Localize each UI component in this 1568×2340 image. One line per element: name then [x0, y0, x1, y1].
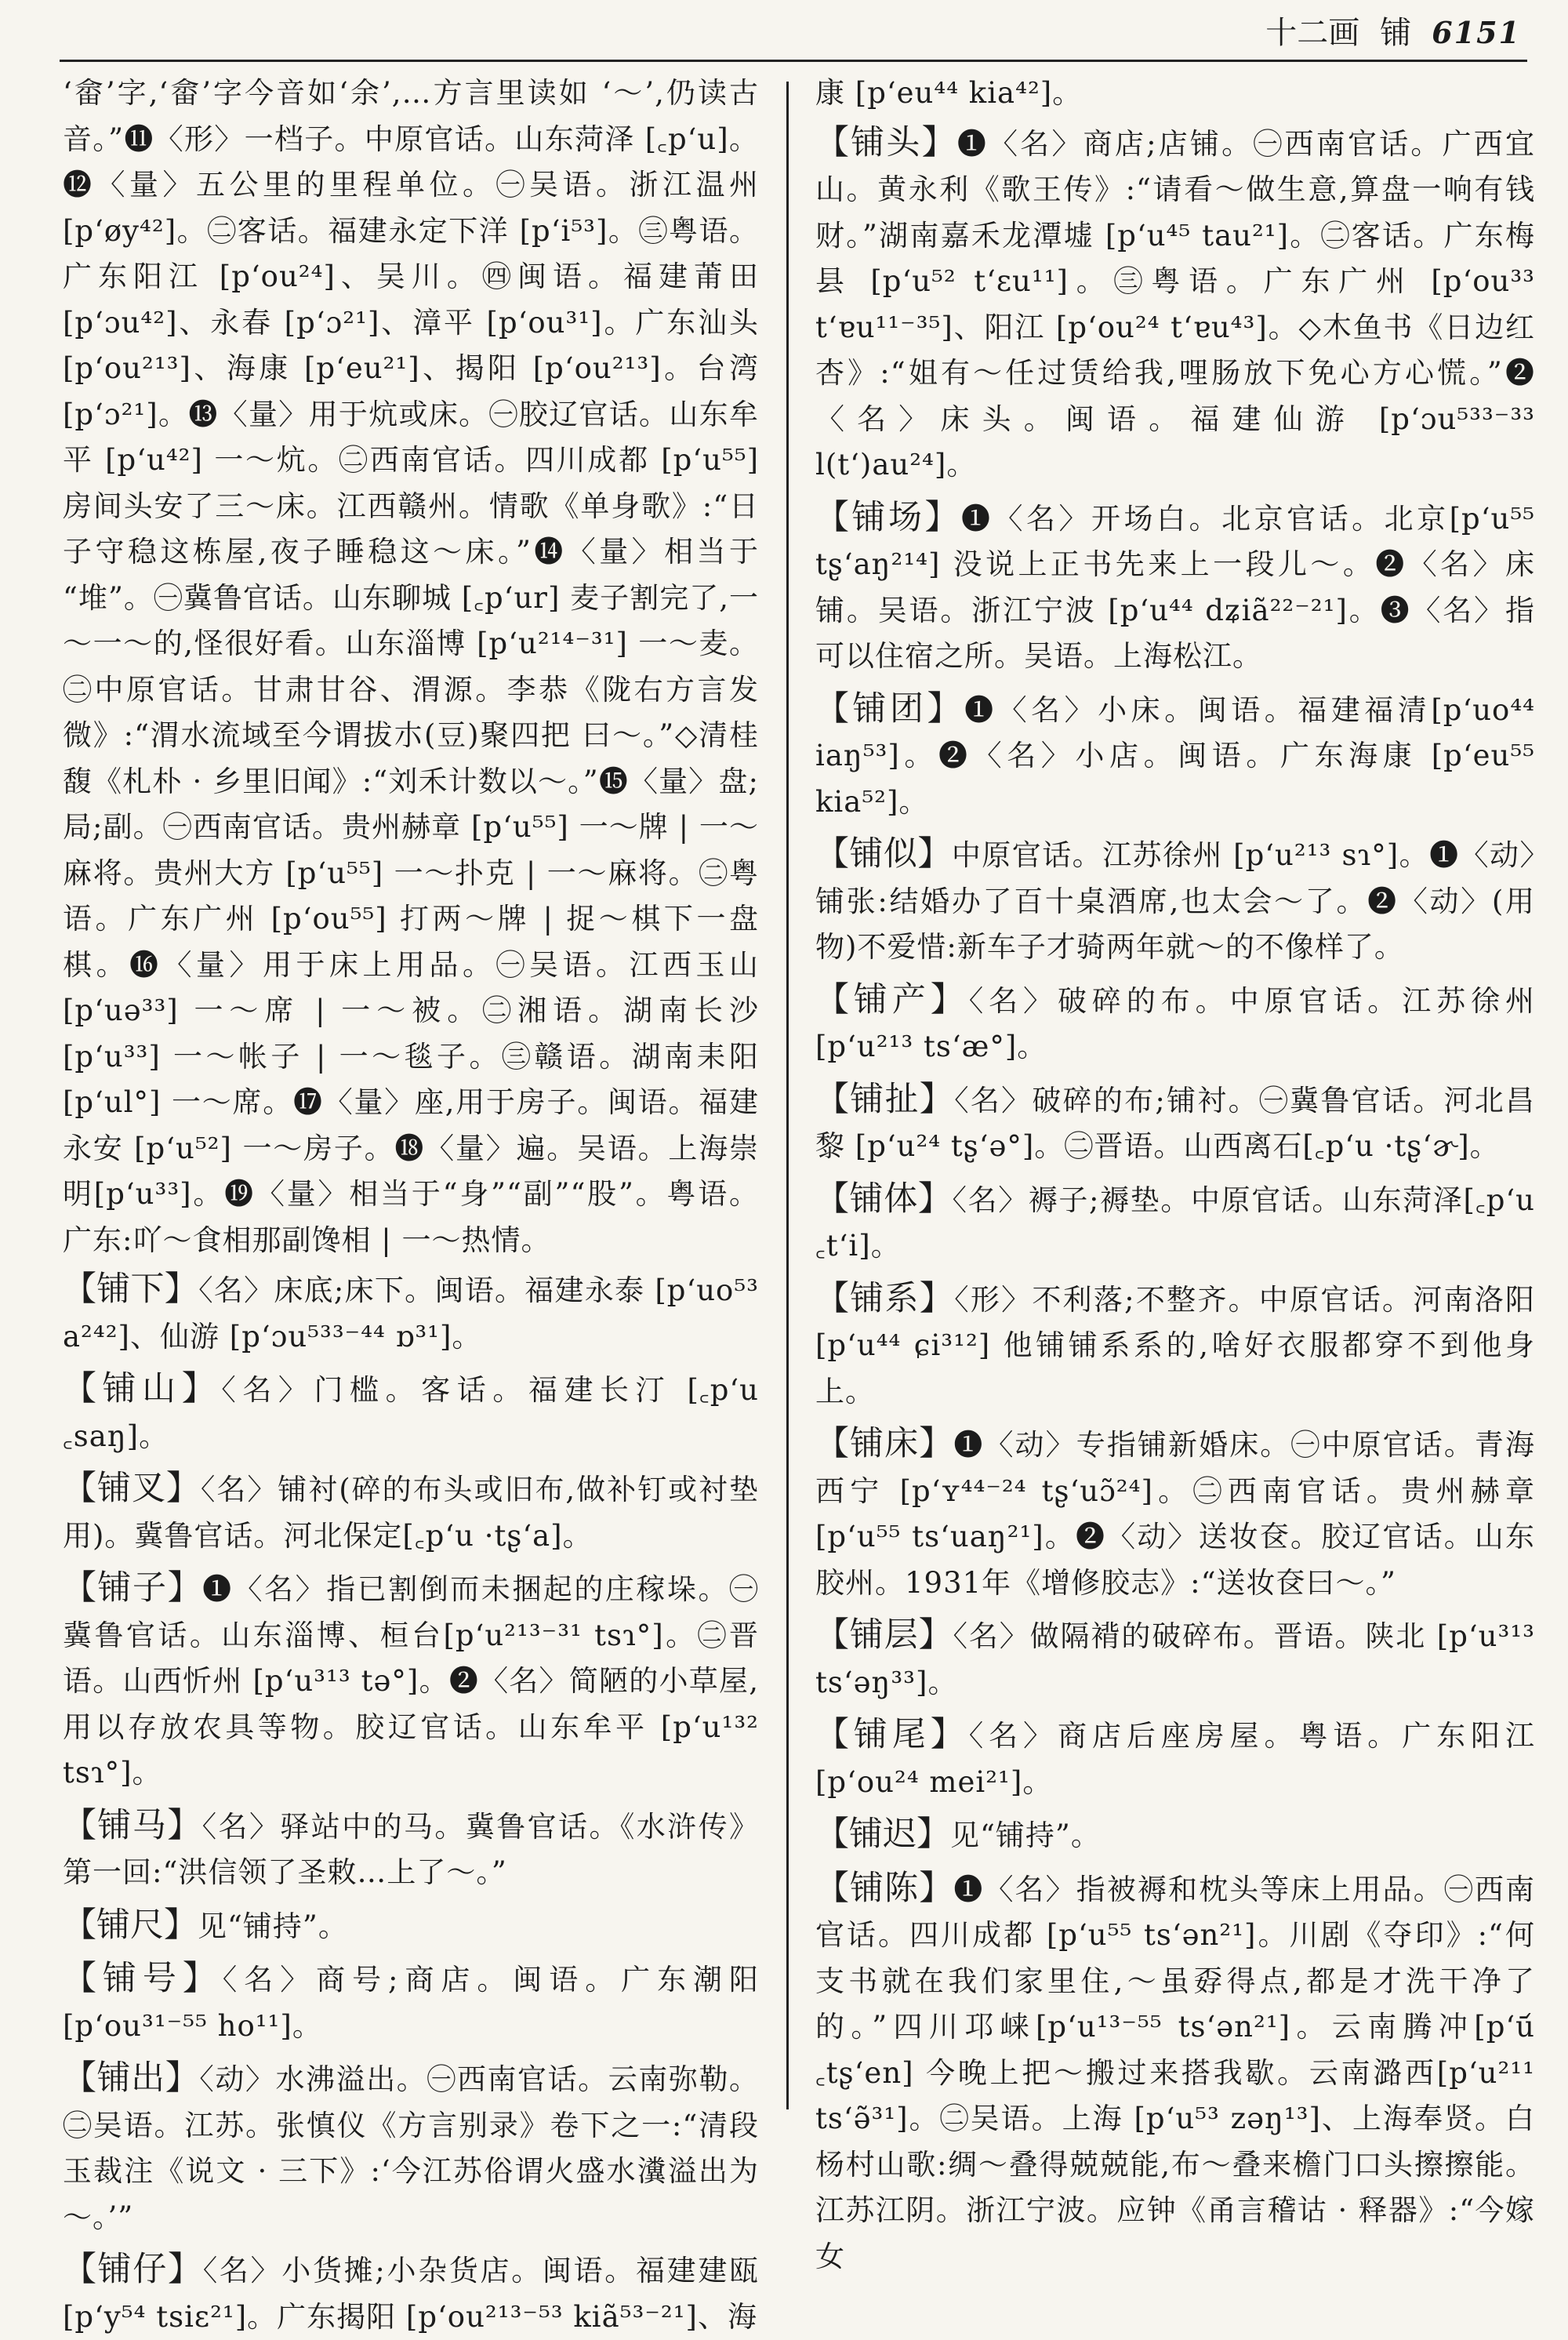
entry-headword: 【铺层】: [815, 1615, 953, 1655]
dictionary-entry: [63, 1803, 759, 1896]
dictionary-entry: [63, 1466, 759, 1559]
entry-text: 〈形〉不利落;不整齐。中原官话。河南洛阳 [p‘u⁴⁴ ɕi³¹²] 他铺铺系系的,啥好衣服都穿不到他身上。: [815, 1282, 1536, 1408]
entry-headword: 【铺号】: [63, 1959, 223, 1998]
entry-text: ❶〈名〉指已割倒而未捆起的庄稼垛。㊀冀鲁官话。山东淄博、桓台[p‘u²¹³⁻³¹ tsɿ°]。㊁晋语。山西忻州 [p‘u³¹³ tə°]。❷〈名〉简陋的小草屋,用以存放农具等物。胶辽官话。山东牟平 [p‘u¹³² tsɿ°]。: [63, 1572, 760, 1790]
dictionary-entry: [815, 1612, 1535, 1706]
entry-headword: 【铺场】: [815, 497, 962, 537]
entry-continuation: [63, 71, 759, 1263]
entry-text: 〈名〉床底;床下。闽语。福建永泰 [p‘uo⁵³ a²⁴²]、仙游 [p‘ɔu⁵³³⁻⁴⁴ ɒ³¹]。: [63, 1274, 759, 1353]
entry-text: 康 [p‘eu⁴⁴ kia⁴²]。: [815, 76, 1083, 110]
dictionary-entry: [815, 831, 1535, 971]
entry-headword: 【铺叉】: [63, 1469, 201, 1508]
entry-text: 〈名〉商号;商店。闽语。广东潮阳 [p‘ou³¹⁻⁵⁵ ho¹¹]。: [63, 1963, 759, 2043]
entry-headword: 【铺山】: [63, 1369, 222, 1408]
entry-headword: 【铺子】: [63, 1568, 203, 1608]
dictionary-entry: [63, 1366, 759, 1459]
header-rule: [60, 60, 1527, 62]
dictionary-entry: [815, 495, 1535, 680]
entry-continuation: [815, 71, 1535, 117]
dictionary-entry: [815, 1421, 1535, 1606]
entry-headword: 【铺体】: [815, 1179, 953, 1219]
dictionary-entry: [63, 1565, 759, 1797]
entry-text: 〈名〉铺衬(碎的布头或旧布,做补钉或衬垫用)。冀鲁官话。河北保定[꜀p‘u ·tʂ‘a]。: [63, 1473, 760, 1553]
entry-headword: 【铺产】: [815, 979, 969, 1019]
section-label: 十二画: [1265, 15, 1360, 51]
entry-headword: 【铺似】: [815, 834, 952, 874]
page-number: 6151: [1432, 15, 1521, 50]
right-column: [815, 71, 1536, 2273]
entry-text: ❶〈名〉指被褥和枕头等床上用品。㊀西南官话。四川成都 [p‘u⁵⁵ ts‘ən²¹]。川剧《夺印》:“何支书就在我们家里住,～虽孬得点,都是才洗干净了的。”四川邛崃[p‘u¹³⁻⁵⁵ ts‘ən²¹]。云南腾冲[p‘u᷄ ꜀tʂ‘en] 今晚上把～搬过来搭我歇。云南潞西[p‘u²¹¹ ts‘ə̃³¹]。㊁吴语。上海 [p‘u⁵³ zəŋ¹³]、上海奉贤。白杨村山歌:绸～叠得兢兢能,布～叠来檐门口头擦擦能。江苏江阴。浙江宁波。应钟《甬言稽诂 · 释器》:“今嫁女: [815, 1872, 1536, 2273]
page-header: [1265, 11, 1521, 55]
dictionary-entry: [815, 1712, 1535, 1805]
entry-text: ❶〈名〉小床。闽语。福建福清[p‘uo⁴⁴ iaŋ⁵³]。❷〈名〉小店。闽语。广东海康 [p‘eu⁵⁵ kia⁵²]。: [815, 692, 1535, 819]
header-character: 铺: [1380, 15, 1412, 51]
column-divider: [786, 82, 789, 2109]
entry-headword: 【铺出】: [63, 2058, 200, 2098]
entry-headword: 【铺系】: [815, 1278, 955, 1318]
dictionary-entry: [815, 686, 1535, 826]
entry-text: 〈动〉水沸溢出。㊀西南官话。云南弥勒。㊁吴语。江苏。张慎仪《方言别录》卷下之一:“清段玉裁注《说文 · 三下》:‘今江苏俗谓火盛水瀵溢出为～。’”: [63, 2062, 760, 2234]
entry-text: ❶〈动〉专指铺新婚床。㊀中原官话。青海西宁 [p‘ʏ⁴⁴⁻²⁴ tʂ‘uɔ̃²⁴]。㊁西南官话。贵州赫章 [p‘u⁵⁵ ts‘uaŋ²¹]。❷〈动〉送妆奁。胶辽官话。山东胶州。1931年《增修胶志》:“送妆奁曰～。”: [815, 1428, 1536, 1600]
entry-text: ‘畲’字,‘畲’字今音如‘余’,…方言里读如 ‘～’,仍读古音。”⓫〈形〉一档子。中原官话。山东菏泽 [꜀p‘u]。⓬〈量〉五公里的里程单位。㊀吴语。浙江温州[p‘øy⁴²]。㊁客话。福建永定下洋 [p‘i⁵³]。㊂粤语。广东阳江 [p‘ou²⁴]、吴川。㊃闽语。福建莆田 [p‘ɔu⁴²]、永春 [p‘ɔ²¹]、漳平 [p‘ou³¹]。广东汕头 [p‘ou²¹³]、海康 [p‘eu²¹]、揭阳 [p‘ou²¹³]。台湾 [p‘ɔ²¹]。⓭〈量〉用于炕或床。㊀胶辽官话。山东牟平 [p‘u⁴²] 一～炕。㊁西南官话。四川成都 [p‘u⁵⁵] 房间头安了三～床。江西赣州。情歌《单身歌》:“日子守稳这栋屋,夜子睡稳这～床。”⓮〈量〉相当于 “堆”。㊀冀鲁官话。山东聊城 [꜀p‘ur] 麦子割完了,一～一～的,怪很好看。山东淄博 [p‘u²¹⁴⁻³¹] 一～麦。㊁中原官话。甘肃甘谷、渭源。李恭《陇右方言发微》:“渭水流域至今谓拔朩(豆)聚四把 曰～。”◇清桂馥《札朴 · 乡里旧闻》:“刘禾计数以～。”⓯〈量〉盘;局;副。㊀西南官话。贵州赫章 [p‘u⁵⁵] 一～牌 | 一～麻将。贵州大方 [p‘u⁵⁵] 一～扑克 | 一～麻将。㊁粤语。广东广州 [p‘ou⁵⁵] 打两～牌 | 捉～棋下一盘棋。⓰〈量〉用于床上用品。㊀吴语。江西玉山 [p‘uə³³] 一～席 | 一～被。㊁湘语。湖南长沙 [p‘u³³] 一～帐子 | 一～毯子。㊂赣语。湖南耒阳 [p‘ul°] 一～席。⓱〈量〉座,用于房子。闽语。福建永安 [p‘u⁵²] 一～房子。⓲〈量〉遍。吴语。上海崇明[p‘u³³]。⓳〈量〉相当于“身”“副”“股”。粤语。广东:吖～食相那副馋相 | 一～热情。: [63, 76, 759, 1257]
entry-headword: 【铺下】: [63, 1270, 199, 1309]
entry-text: 见“铺持”。: [198, 1909, 348, 1943]
entry-headword: 【铺仔】: [63, 2250, 203, 2289]
entry-text: 〈名〉门槛。客话。福建长汀 [꜀p‘u ꜀saŋ]。: [63, 1373, 760, 1453]
entry-text: 〈名〉破碎的布;铺衬。㊀冀鲁官话。河北昌黎 [p‘u²⁴ tʂ‘ə°]。㊁晋语。山西离石[꜀p‘u ·tʂ‘ɚ]。: [815, 1083, 1536, 1163]
entry-headword: 【铺尺】: [63, 1905, 198, 1945]
dictionary-entry: [63, 2247, 759, 2340]
dictionary-entry: [63, 1902, 759, 1950]
entry-headword: 【铺陈】: [815, 1868, 954, 1908]
entry-text: 中原官话。江苏徐州 [p‘u²¹³ sɿ°]。❶〈动〉铺张:结婚办了百十桌酒席,也太会～了。❷〈动〉(用物)不爱惜:新车子才骑两年就～的不像样了。: [815, 838, 1536, 964]
entry-text: 见“铺持”。: [950, 1819, 1101, 1852]
entry-text: ❶〈名〉开场白。北京官话。北京[p‘u⁵⁵ tʂ‘aŋ²¹⁴] 没说上正书先来上一段儿～。❷〈名〉床铺。吴语。浙江宁波 [p‘u⁴⁴ dʑiã²²⁻²¹]。❸〈名〉指可以住宿之所。吴语。上海松江。: [815, 501, 1535, 673]
dictionary-entry: [815, 1176, 1535, 1270]
left-column: [63, 71, 760, 2334]
dictionary-entry: [815, 1077, 1535, 1170]
entry-text: 〈名〉褥子;褥垫。中原官话。山东菏泽[꜀p‘u ꜀t‘i]。: [815, 1183, 1536, 1263]
dictionary-entry: [815, 977, 1535, 1070]
dictionary-entry: [815, 1811, 1535, 1859]
dictionary-entry: [63, 2055, 759, 2240]
entry-text: ❶〈名〉商店;店铺。㊀西南官话。广西宜山。黄永利《歌王传》:“请看～做生意,算盘一响有钱财。”湖南嘉禾龙潭墟 [p‘u⁴⁵ tau²¹]。㊁客话。广东梅县 [p‘u⁵² t‘ɛu¹¹]。㊂粤语。广东广州 [p‘ou³³ t‘ɐu¹¹⁻³⁵]、阳江 [p‘ou²⁴ t‘ɐu⁴³]。◇木鱼书《日边红杏》:“姐有～任过赁给我,哩肠放下免心方心慌。”❷〈名〉床头。闽语。福建仙游 [p‘ɔu⁵³³⁻³³ l(t‘)au²⁴]。: [815, 126, 1536, 481]
entry-headword: 【铺床】: [815, 1424, 954, 1463]
dictionary-entry: [815, 1276, 1535, 1415]
dictionary-entry: [815, 1866, 1535, 2280]
dictionary-entry: [63, 1266, 759, 1360]
entry-text: 〈名〉小货摊;小杂货店。闽语。福建建瓯 [p‘y⁵⁴ tsiɛ²¹]。广东揭阳 [p‘ou²¹³⁻⁵³ kiã⁵³⁻²¹]、海: [63, 2254, 759, 2334]
dictionary-entry: [63, 1956, 759, 2049]
entry-headword: 【铺团】: [815, 689, 965, 729]
entry-text: 〈名〉破碎的布。中原官话。江苏徐州 [p‘u²¹³ ts‘æ°]。: [815, 983, 1536, 1063]
entry-headword: 【铺迟】: [815, 1815, 950, 1854]
entry-text: 〈名〉驿站中的马。冀鲁官话。《水浒传》第一回:“洪信领了圣敕…上了～。”: [63, 1809, 760, 1889]
entry-headword: 【铺尾】: [815, 1715, 969, 1754]
entry-text: 〈名〉商店后座房屋。粤语。广东阳江[p‘ou²⁴ mei²¹]。: [815, 1719, 1536, 1799]
entry-headword: 【铺马】: [63, 1805, 202, 1845]
entry-headword: 【铺扯】: [815, 1079, 955, 1119]
entry-headword: 【铺头】: [815, 122, 957, 162]
dictionary-entry: [815, 120, 1535, 489]
entry-text: 〈名〉做隔褙的破碎布。晋语。陕北 [p‘u³¹³ ts‘əŋ³³]。: [815, 1619, 1536, 1699]
